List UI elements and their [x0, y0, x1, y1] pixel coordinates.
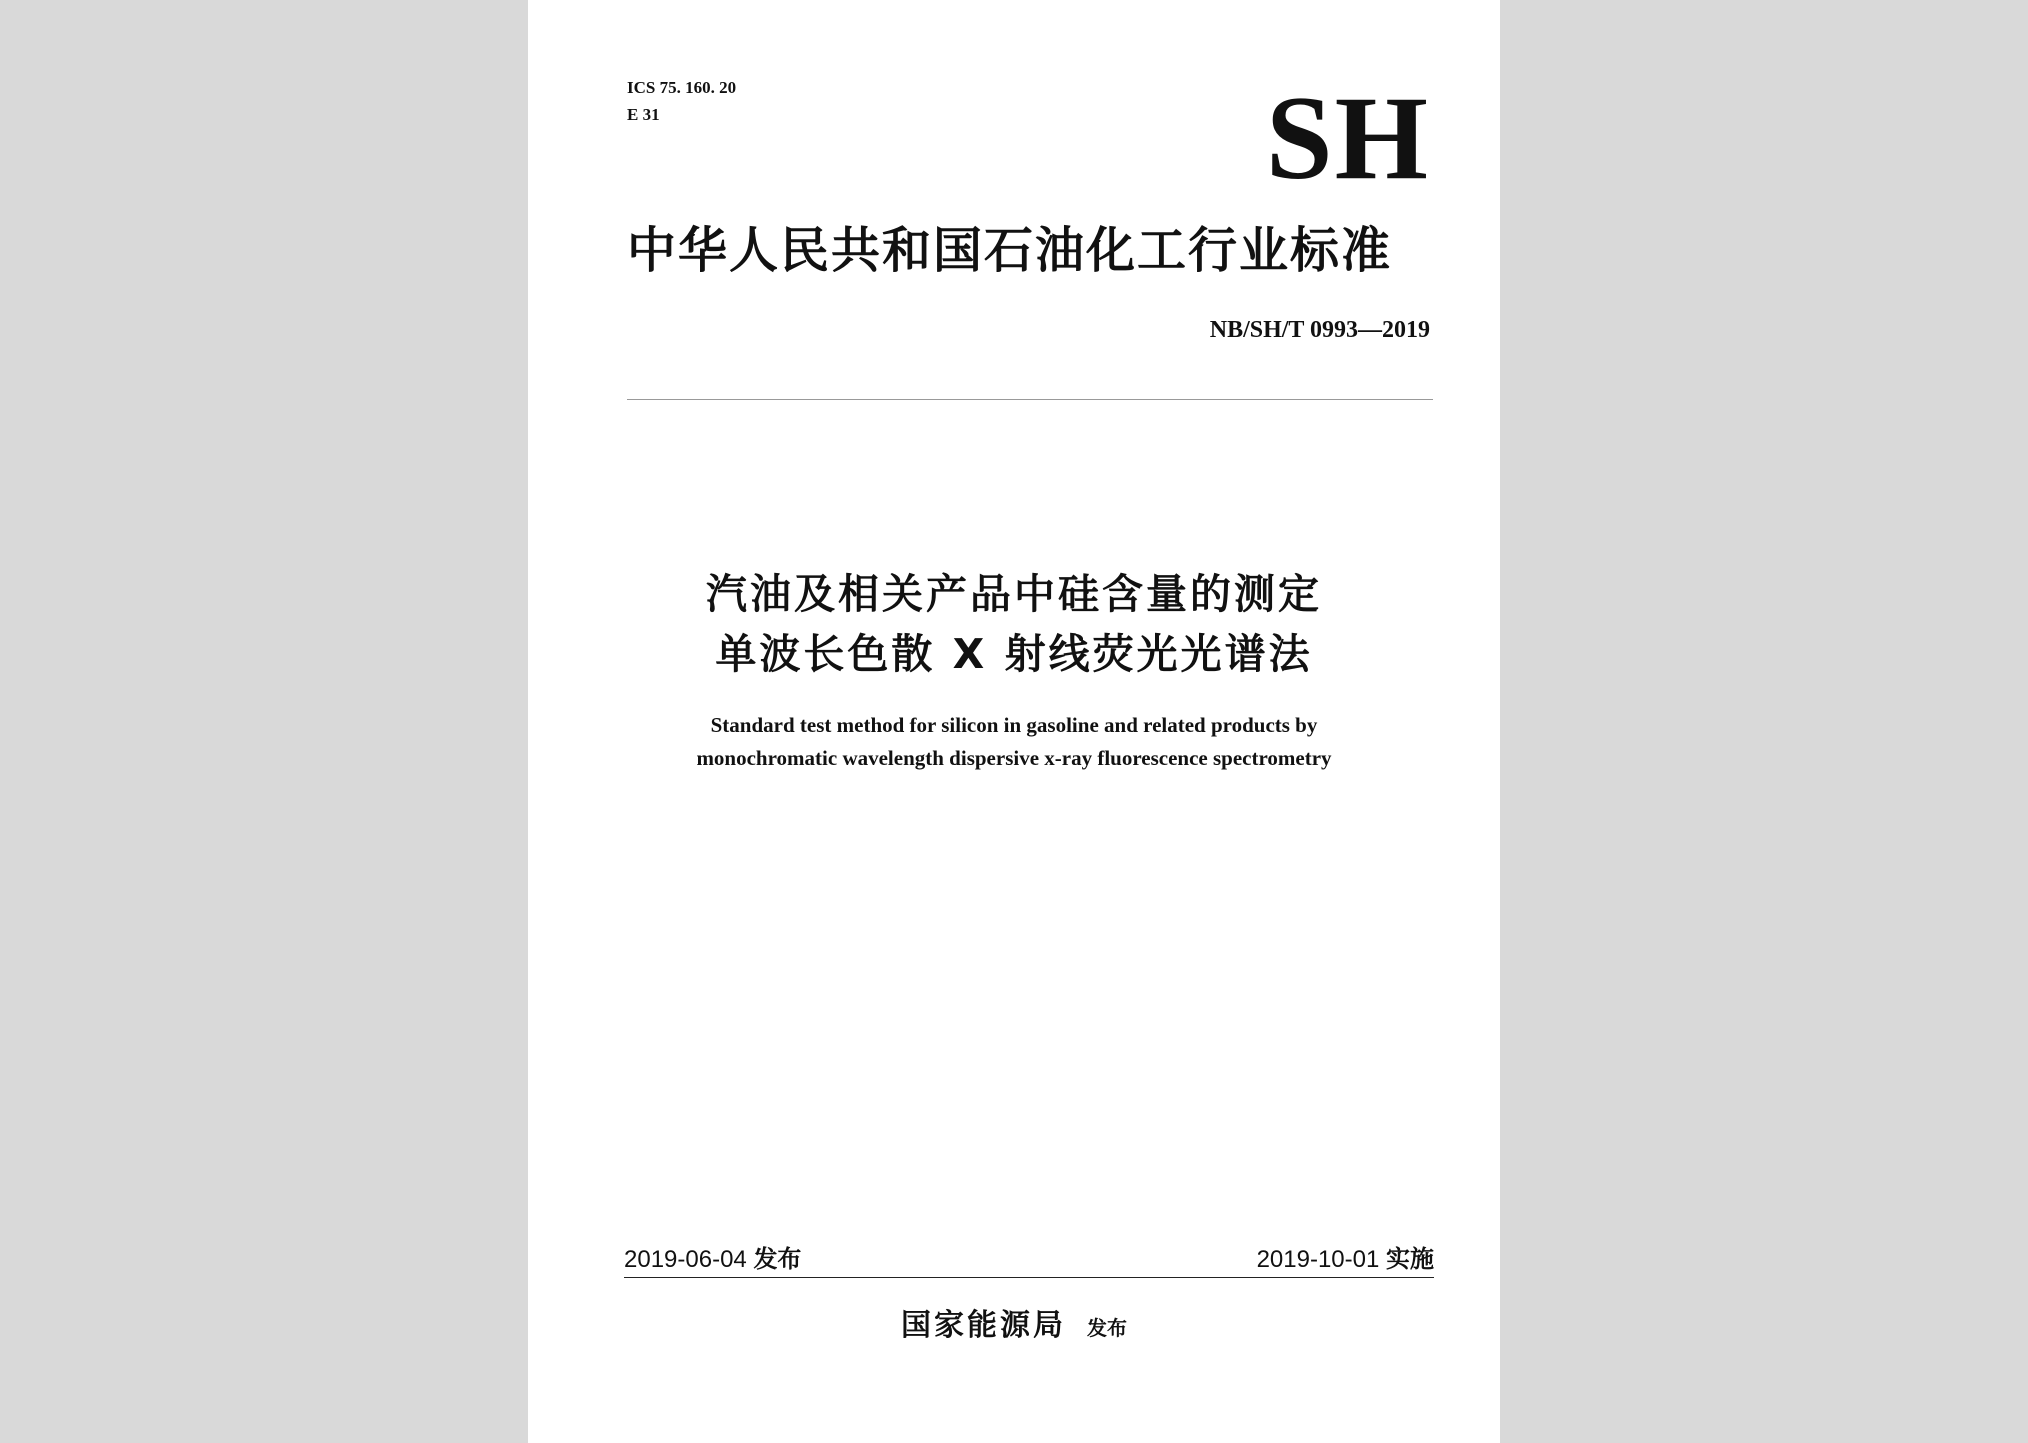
title-english-line-1: Standard test method for silicon in gasoline and related products by — [710, 713, 1318, 737]
publisher-block — [528, 1308, 1500, 1343]
implement-date: 2019-10-01 — [1256, 1246, 1380, 1273]
implement-label: 实施 — [1386, 1245, 1434, 1273]
standard-number: NB/SH/T 0993—2019 — [1209, 317, 1430, 343]
implement-date-block — [1257, 1247, 1434, 1272]
footer-divider — [624, 1277, 1434, 1278]
publisher-name: 国家能源局 — [900, 1308, 1066, 1343]
standard-category-title: 中华人民共和国石油化工行业标准 — [627, 222, 1393, 279]
publish-date-block — [624, 1247, 801, 1272]
classification-code: E 31 — [627, 105, 660, 124]
publisher-suffix: 发布 — [1087, 1316, 1128, 1340]
ics-code: ICS 75. 160. 20 — [627, 78, 737, 97]
document-page — [528, 0, 1500, 1443]
sh-logo: SH — [1265, 71, 1430, 204]
title-english-line-2: monochromatic wavelength dispersive x-ray fluorescence spectrometry — [696, 746, 1332, 770]
title-chinese-line-2: 单波长色散 X 射线荧光光谱法 — [715, 630, 1313, 678]
title-chinese-line-1: 汽油及相关产品中硅含量的测定 — [706, 570, 1322, 618]
publish-date: 2019-06-04 — [624, 1246, 747, 1273]
header-divider — [627, 399, 1433, 400]
publish-label: 发布 — [753, 1245, 802, 1273]
